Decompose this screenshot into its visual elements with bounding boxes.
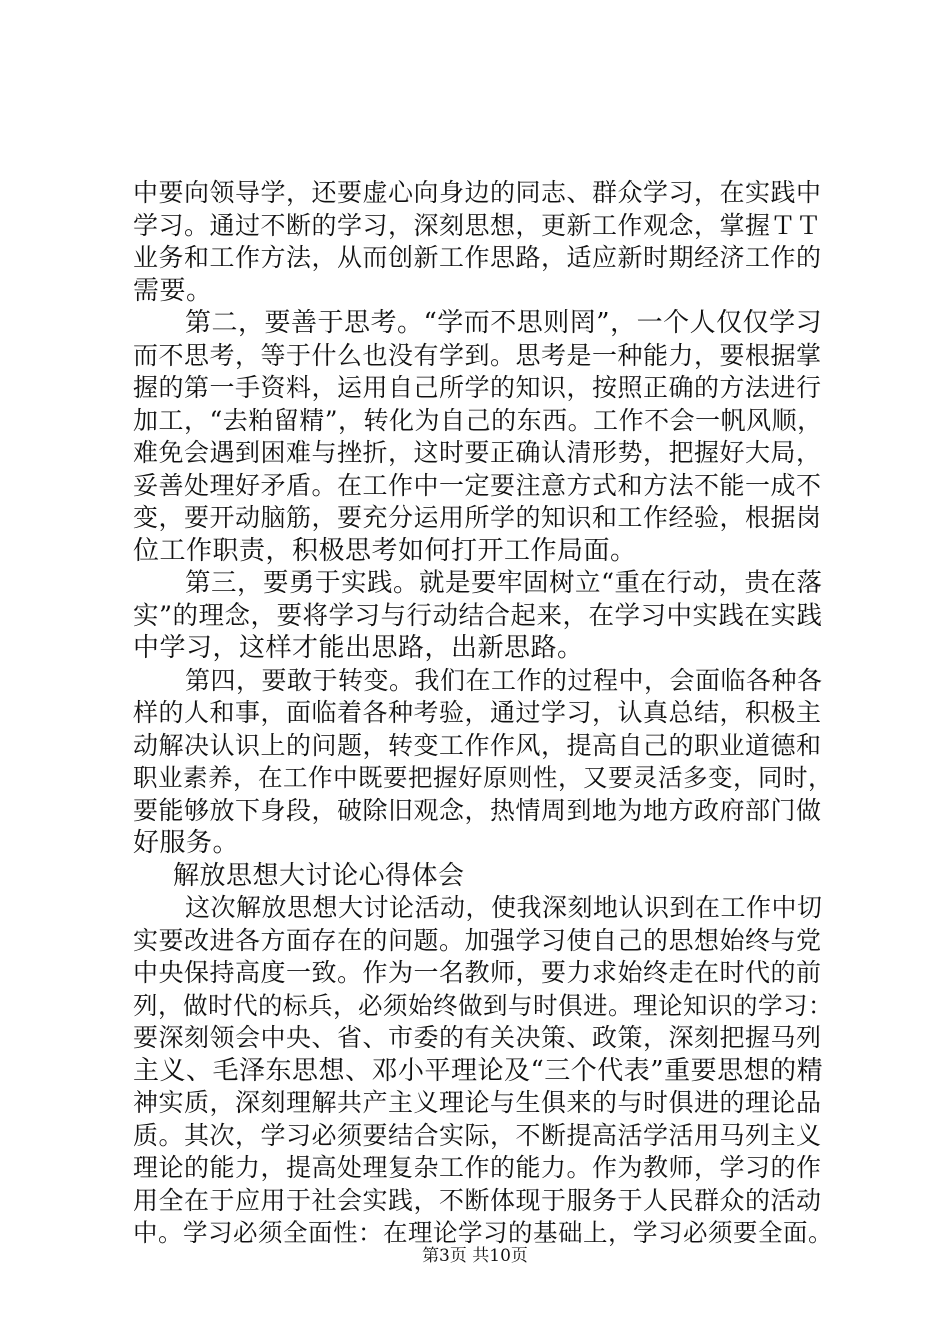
body-line: 理论的能力，提高处理复杂工作的能力。作为教师，学习的作 (133, 1153, 822, 1182)
document-body (133, 177, 833, 1250)
body-line: 质。其次，学习必须要结合实际，不断提高活学活用马列主义 (133, 1120, 822, 1150)
section-heading: 解放思想大讨论心得体会 (173, 860, 465, 891)
body-line: 难免会遇到困难与挫折，这时要正确认清形势，把握好大局， (133, 438, 822, 467)
body-line: 中要向领导学，还要虚心向身边的同志、群众学习，在实践中 (133, 178, 822, 207)
body-line: 神实质，深刻理解共产主义理论与生俱来的与时俱进的理论品 (133, 1088, 822, 1117)
body-line: 职业素养，在工作中既要把握好原则性，又要灵活多变，同时， (133, 763, 833, 792)
body-line: 第四，要敢于转变。我们在工作的过程中，会面临各种各 (185, 665, 823, 695)
body-line: 主义、毛泽东思想、邓小平理论及“三个代表”重要思想的精 (133, 1055, 824, 1086)
body-line: 第二，要善于思考。“学而不思则罔”，一个人仅仅学习 (185, 308, 823, 338)
body-line: 业务和工作方法，从而创新工作思路，适应新时期经济工作的 (133, 243, 822, 272)
body-line: 列，做时代的标兵，必须始终做到与时俱进。理论知识的学习： (133, 990, 833, 1020)
body-line: 这次解放思想大讨论活动，使我深刻地认识到在工作中切 (185, 893, 823, 922)
body-line: 变，要开动脑筋，要充分运用所学的知识和工作经验，根据岗 (133, 503, 822, 532)
body-line: 加工，“去粕留精”，转化为自己的东西。工作不会一帆风顺， (133, 405, 823, 435)
body-line: 握的第一手资料，运用自己所学的知识，按照正确的方法进行 (133, 373, 822, 402)
body-line: 位工作职责，积极思考如何打开工作局面。 (133, 535, 637, 566)
body-line: 中。学习必须全面性：在理论学习的基础上，学习必须要全面。 (133, 1218, 833, 1247)
body-line: 需要。 (133, 275, 213, 306)
body-line: 好服务。 (133, 828, 240, 858)
body-line: 实”的理念，要将学习与行动结合起来，在学习中实践在实践 (133, 600, 823, 631)
body-line: 实要改进各方面存在的问题。加强学习使自己的思想始终与党 (133, 925, 822, 955)
body-line: 动解决认识上的问题，转变工作作风，提高自己的职业道德和 (133, 730, 822, 760)
body-line: 学习。通过不断的学习，深刻思想，更新工作观念，掌握ＴＴ (133, 210, 822, 240)
body-line: 中央保持高度一致。作为一名教师，要力求始终走在时代的前 (133, 958, 822, 987)
body-line: 样的人和事，面临着各种考验，通过学习，认真总结，积极主 (133, 698, 822, 727)
body-line: 而不思考，等于什么也没有学到。思考是一种能力，要根据掌 (133, 340, 822, 370)
body-line: 要能够放下身段，破除旧观念，热情周到地为地方政府部门做 (133, 795, 822, 825)
body-line: 妥善处理好矛盾。在工作中一定要注意方式和方法不能一成不 (133, 470, 822, 500)
body-line: 要深刻领会中央、省、市委的有关决策、政策，深刻把握马列 (133, 1023, 822, 1052)
page-number-footer: 第3页 共10页 (422, 1246, 528, 1266)
body-line: 中学习，这样才能出思路，出新思路。 (133, 633, 584, 663)
body-line: 用全在于应用于社会实践，不断体现于服务于人民群众的活动 (133, 1185, 822, 1215)
body-line: 第三，要勇于实践。就是要牢固树立“重在行动，贵在落 (185, 568, 823, 598)
